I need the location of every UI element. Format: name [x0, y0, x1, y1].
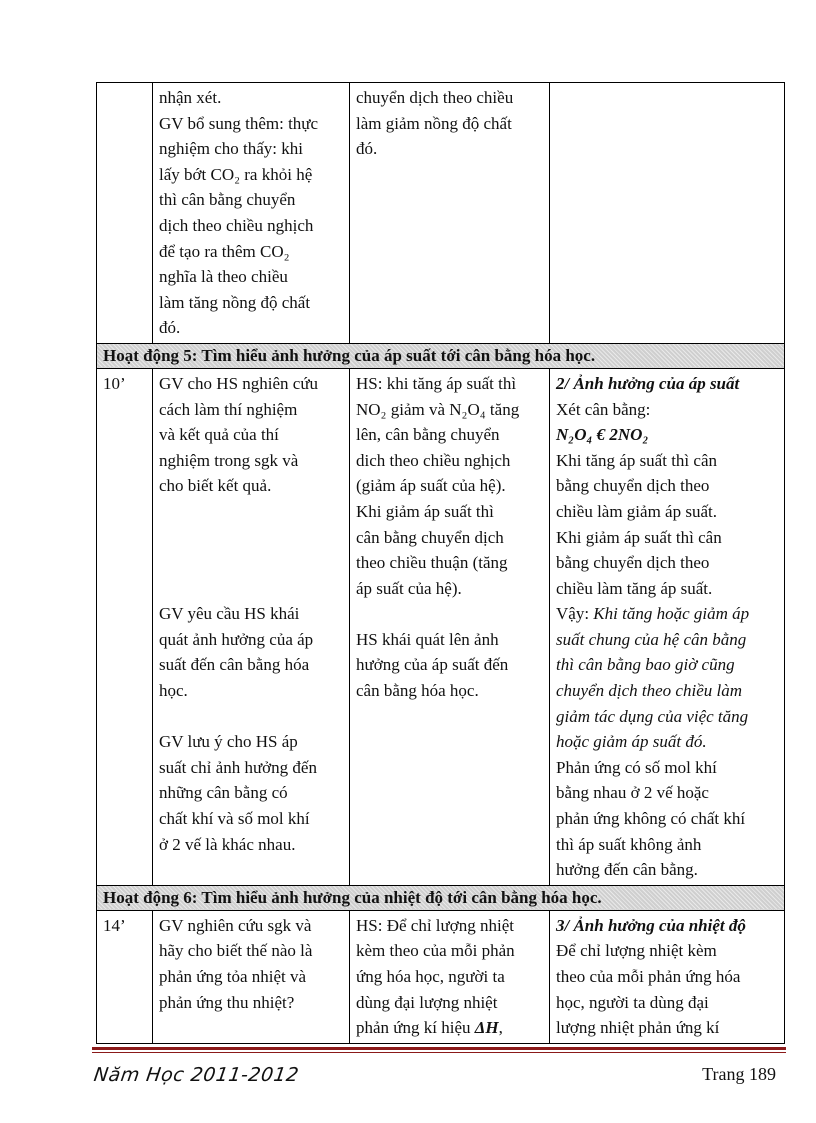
content-text-line: bằng nhau ở 2 vế hoặc: [556, 783, 709, 803]
teacher-text-line: nghĩa là theo chiều: [159, 267, 288, 287]
student-text-line: cân bằng chuyển dịch: [356, 527, 504, 547]
content-cell: [550, 368, 785, 885]
activity-6-title: Hoạt động 6: Tìm hiểu ảnh hưởng của nhiệt độ tới cân bằng hóa học.: [97, 885, 785, 910]
conclusion-text-line: thì cân bằng bao giờ cũng: [556, 655, 735, 675]
lesson-plan-table: [96, 82, 785, 1044]
teacher-text-line: để tạo ra thêm CO₂: [159, 241, 290, 261]
teacher-text-line: cách làm thí nghiệm: [159, 399, 298, 419]
teacher-activity-cell: [153, 368, 350, 885]
table-row: [97, 910, 785, 1043]
equilibrium-formula: N₂O₄ € 2NO₂: [556, 425, 649, 445]
content-text-line: bằng chuyển dịch theo: [556, 553, 710, 573]
student-text-line: HS: khi tăng áp suất thì: [356, 373, 517, 393]
teacher-text-line: hãy cho biết thế nào là: [159, 941, 313, 961]
teacher-text-line: quát ảnh hưởng của áp: [159, 629, 314, 649]
student-text-line: dich theo chiều nghịch: [356, 450, 511, 470]
teacher-text-line: học.: [159, 681, 188, 701]
student-text-line: áp suất của hệ).: [356, 578, 462, 598]
content-text-line: bằng chuyển dịch theo: [556, 476, 710, 496]
content-text-line: Khi tăng áp suất thì cân: [556, 450, 717, 470]
content-text-line: chiều làm tăng áp suất.: [556, 578, 713, 598]
teacher-text-line: nhận xét.: [159, 88, 222, 107]
teacher-text-line: làm tăng nồng độ chất: [159, 292, 311, 312]
student-text-line: theo chiều thuận (tăng: [356, 553, 508, 573]
student-text-line: lên, cân bằng chuyển: [356, 425, 500, 445]
teacher-text-line: lấy bớt CO₂ ra khỏi hệ: [159, 164, 313, 184]
student-text-line: cân bằng hóa học.: [356, 681, 479, 701]
enthalpy-symbol: ΔH: [474, 1018, 499, 1038]
student-text-line: [356, 1015, 543, 1041]
teacher-text-line: suất chỉ ảnh hưởng đến: [159, 757, 317, 777]
conclusion-text: Khi tăng hoặc giảm áp: [593, 604, 750, 624]
conclusion-label: Vậy:: [556, 604, 590, 624]
teacher-text-line: ở 2 vế là khác nhau.: [159, 834, 296, 854]
teacher-text-line: dịch theo chiều nghịch: [159, 215, 314, 235]
student-text-line: HS khái quát lên ảnh: [356, 629, 499, 649]
student-text-line: làm giảm nồng độ chất: [356, 113, 512, 133]
teacher-text-line: chất khí và số mol khí: [159, 809, 310, 829]
student-activity-cell: [350, 83, 550, 344]
content-text-line: Để chỉ lượng nhiệt kèm: [556, 941, 717, 961]
section-heading: 2/ Ảnh hưởng của áp suất: [556, 373, 740, 393]
activity-header-row: [97, 885, 785, 910]
conclusion-text-line: hoặc giảm áp suất đó.: [556, 732, 707, 752]
teacher-text-line: GV lưu ý cho HS áp: [159, 732, 298, 752]
conclusion-text-line: chuyển dịch theo chiều làm: [556, 681, 742, 701]
time-cell: [97, 83, 153, 344]
student-text-line: NO₂ giảm và N₂O₄ tăng: [356, 399, 520, 419]
content-text-line: thì áp suất không ảnh: [556, 834, 702, 854]
table-row: [97, 83, 785, 344]
teacher-text-line: suất đến cân bằng hóa: [159, 655, 310, 675]
content-text-line: theo của mỗi phản ứng hóa: [556, 967, 741, 986]
student-text-line: (giảm áp suất của hệ).: [356, 476, 506, 496]
student-text-line: kèm theo của mỗi phản: [356, 941, 515, 961]
time-cell: 14’: [97, 910, 153, 1043]
activity-5-title: Hoạt động 5: Tìm hiểu ảnh hưởng của áp suất tới cân bằng hóa học.: [97, 343, 785, 368]
teacher-text-line: đó.: [159, 318, 181, 338]
content-text-line: Phản ứng có số mol khí: [556, 757, 717, 777]
teacher-text-line: GV cho HS nghiên cứu: [159, 373, 319, 393]
teacher-activity-cell: [153, 83, 350, 344]
teacher-text-line: phản ứng thu nhiệt?: [159, 992, 295, 1012]
conclusion-line: [556, 601, 778, 627]
student-text-line: ứng hóa học, người ta: [356, 967, 505, 986]
teacher-text-line: những cân bằng có: [159, 783, 288, 803]
student-text-line: hưởng của áp suất đến: [356, 655, 509, 675]
student-text-line: dùng đại lượng nhiệt: [356, 992, 498, 1012]
content-cell: [550, 83, 785, 344]
teacher-text-line: GV nghiên cứu sgk và: [159, 915, 312, 935]
conclusion-text-line: suất chung của hệ cân bằng: [556, 629, 747, 649]
teacher-text-line: cho biết kết quả.: [159, 476, 272, 496]
content-text-line: hưởng đến cân bằng.: [556, 860, 698, 880]
content-text-line: Khi giảm áp suất thì cân: [556, 527, 722, 547]
teacher-text-line: GV yêu cầu HS khái: [159, 604, 300, 624]
student-text-line: đó.: [356, 139, 378, 159]
student-activity-cell: [350, 368, 550, 885]
teacher-text-line: nghiệm cho thấy: khi: [159, 139, 304, 159]
content-cell: [550, 910, 785, 1043]
student-text: phản ứng kí hiệu: [356, 1018, 471, 1038]
punctuation: ,: [498, 1018, 503, 1038]
footer-divider-thin: [92, 1052, 786, 1053]
activity-header-row: [97, 343, 785, 368]
page-number: Trang 189: [702, 1064, 776, 1084]
content-text-line: lượng nhiệt phản ứng kí: [556, 1018, 720, 1038]
student-activity-cell: [350, 910, 550, 1043]
teacher-text-line: GV bổ sung thêm: thực: [159, 113, 319, 133]
content-text-line: chiều làm giảm áp suất.: [556, 501, 717, 521]
time-cell: 10’: [97, 368, 153, 885]
school-year: Năm Học 2011-2012: [92, 1064, 301, 1086]
student-text-line: Khi giảm áp suất thì: [356, 501, 494, 521]
table-row: [97, 368, 785, 885]
teacher-text-line: nghiệm trong sgk và: [159, 450, 299, 470]
student-text-line: HS: Để chỉ lượng nhiệt: [356, 915, 514, 935]
student-text-line: chuyển dịch theo chiều: [356, 88, 514, 107]
footer-divider: [92, 1047, 786, 1050]
content-text-line: phản ứng không có chất khí: [556, 809, 746, 829]
content-text-line: học, người ta dùng đại: [556, 992, 709, 1012]
content-text: Xét cân bằng:: [556, 399, 651, 419]
conclusion-text-line: giảm tác dụng của việc tăng: [556, 706, 749, 726]
teacher-activity-cell: [153, 910, 350, 1043]
teacher-text-line: phản ứng tỏa nhiệt và: [159, 967, 307, 986]
section-heading: 3/ Ảnh hưởng của nhiệt độ: [556, 915, 746, 935]
teacher-text-line: thì cân bằng chuyển: [159, 190, 296, 210]
teacher-text-line: và kết quả của thí: [159, 425, 279, 445]
